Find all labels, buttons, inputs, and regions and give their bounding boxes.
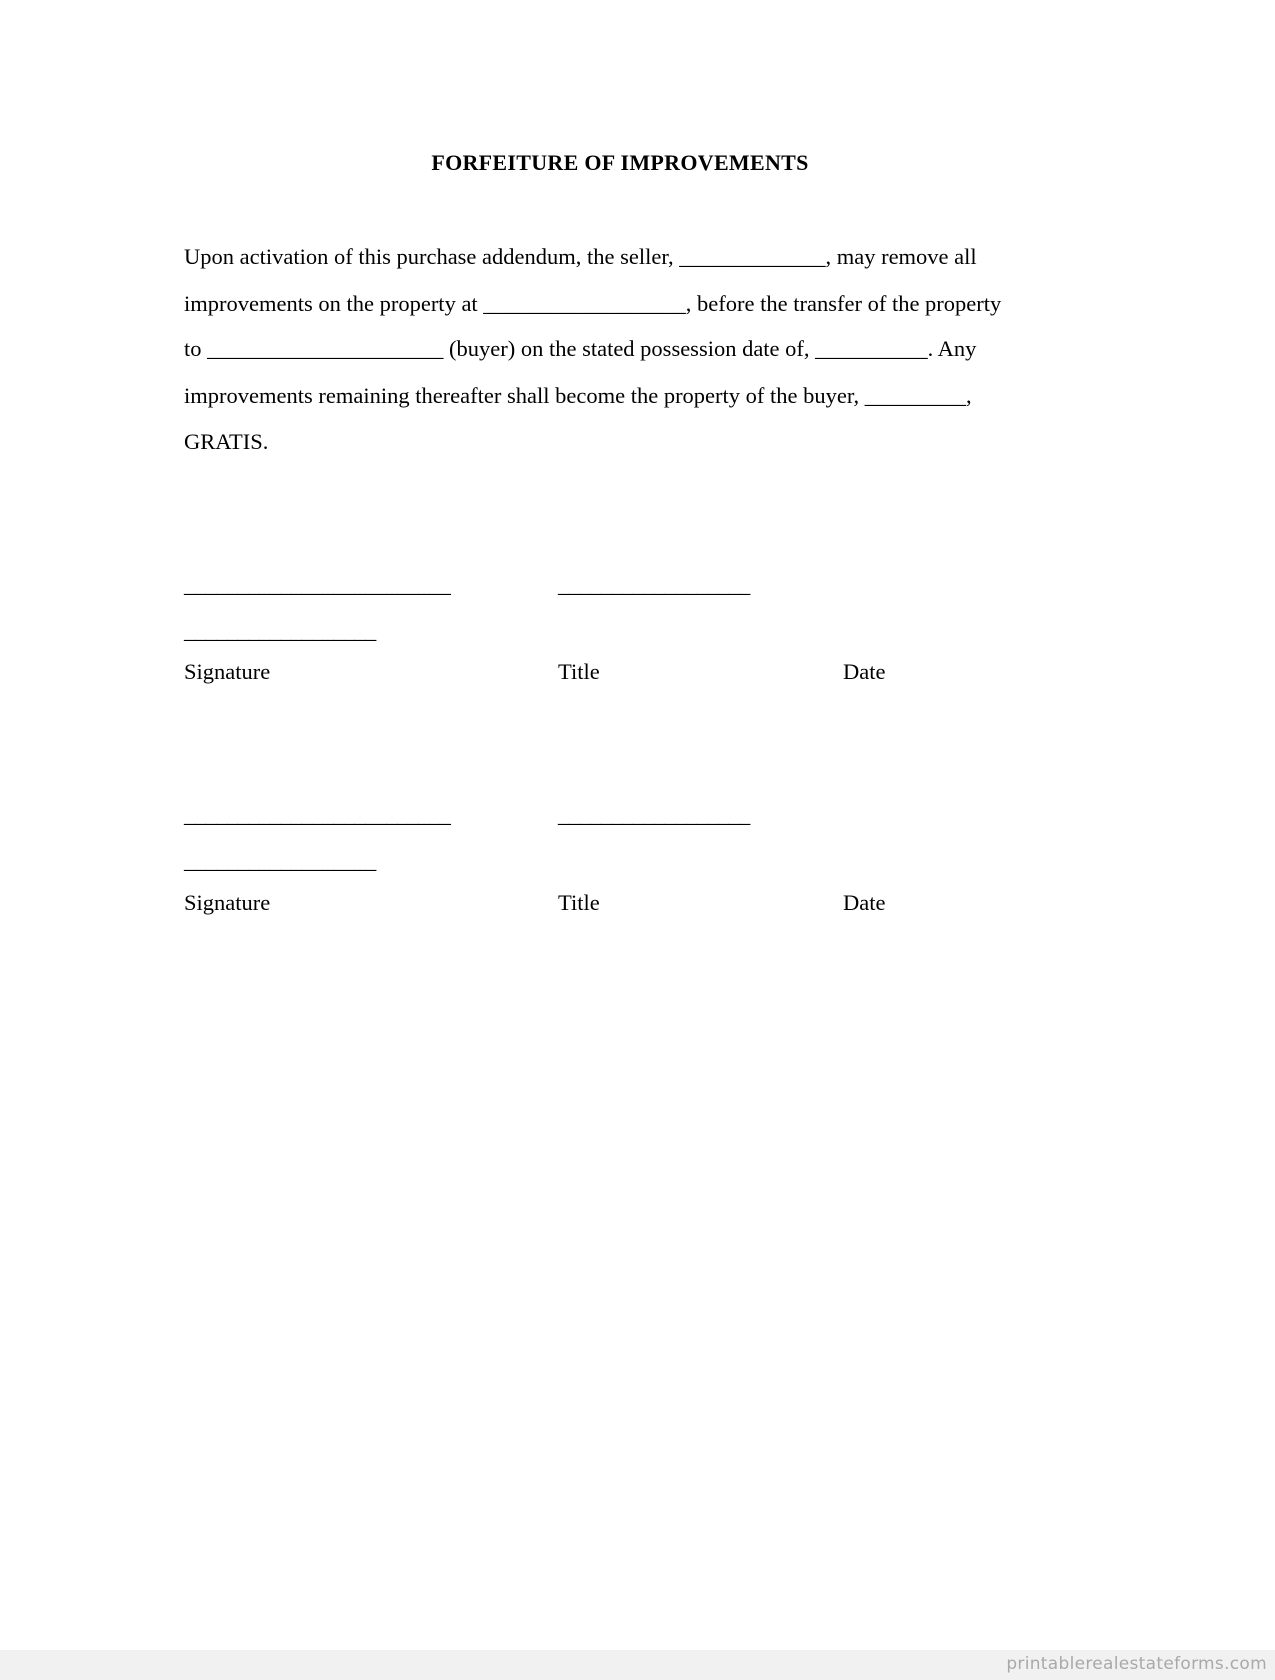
title-label: Title (558, 659, 600, 684)
body-line-2: improvements on the property at __________________, before the transfer of the property (184, 291, 1002, 316)
body-line-3: to _____________________ (buyer) on the stated possession date of, __________. Any (184, 336, 977, 361)
signature-label: Signature (184, 659, 271, 684)
footer-watermark[interactable]: printablerealestateforms.com (1006, 1654, 1267, 1674)
date-label: Date (843, 659, 886, 684)
body-line-4: improvements remaining thereafter shall become the property of the buyer, _________, (184, 383, 972, 408)
title-label: Title (558, 890, 600, 915)
document-title: FORFEITURE OF IMPROVEMENTS (431, 150, 809, 175)
date-blank-line: __________________ (184, 848, 376, 873)
title-blank-line: __________________ (558, 572, 750, 597)
date-blank-line: __________________ (184, 618, 376, 643)
body-line-1: Upon activation of this purchase addendum, the seller, _____________, may remove all (184, 244, 977, 269)
signature-blank-line: _________________________ (184, 802, 451, 827)
body-line-5: GRATIS. (184, 429, 269, 454)
footer-bar (0, 1650, 1275, 1680)
signature-blank-line: _________________________ (184, 572, 451, 597)
title-blank-line: __________________ (558, 802, 750, 827)
date-label: Date (843, 890, 886, 915)
signature-label: Signature (184, 890, 271, 915)
